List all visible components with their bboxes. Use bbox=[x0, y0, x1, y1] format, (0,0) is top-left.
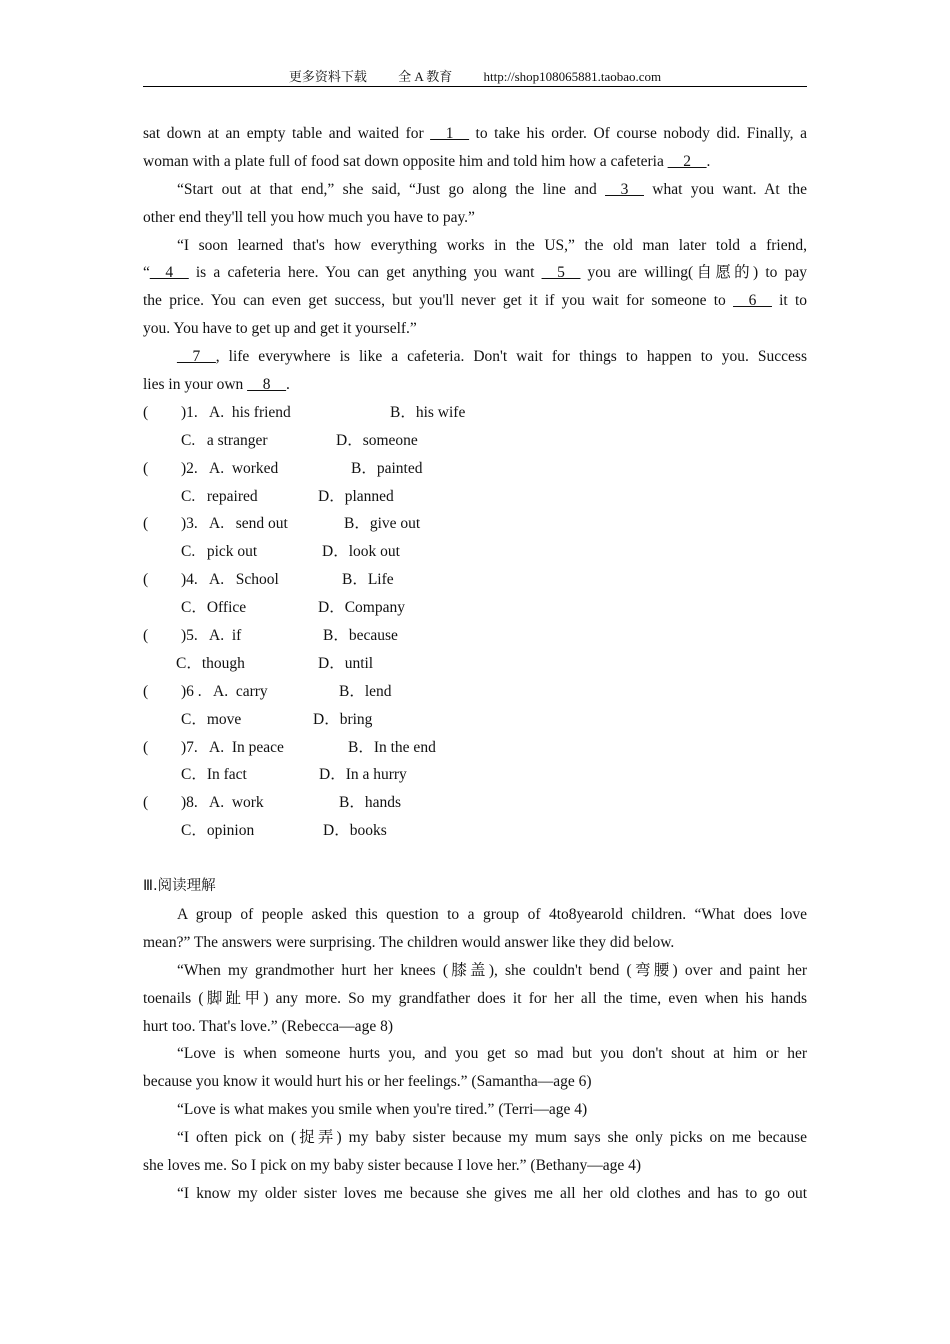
option-c: C．though bbox=[176, 654, 245, 672]
question-4-row-ab bbox=[143, 566, 807, 594]
answer-bracket[interactable]: ( bbox=[143, 627, 149, 645]
option-d: D．until bbox=[318, 654, 374, 672]
option-a: A. School bbox=[209, 571, 279, 589]
reading-line-6: “Love is when someone hurts you, and you get so mad but you don't shout at him or her bbox=[177, 1045, 807, 1063]
question-number: )7. bbox=[181, 738, 198, 756]
passage-line-4: other end they'll tell you how much you have to pay.” bbox=[143, 208, 475, 226]
option-a: A. In peace bbox=[209, 738, 284, 756]
option-b: B．hands bbox=[339, 794, 402, 812]
option-b: B．lend bbox=[339, 682, 392, 700]
passage-line-5: “I soon learned that's how everything works in the US,” the old man later told a friend, bbox=[177, 236, 807, 254]
blank-2: __2__ bbox=[667, 152, 707, 170]
blank-1: __1__ bbox=[430, 125, 469, 142]
spacer bbox=[143, 845, 807, 873]
option-d: D．look out bbox=[322, 543, 400, 561]
reading-line-5: hurt too. That's love.” (Rebecca—age 8) bbox=[143, 1017, 393, 1035]
option-d: D．books bbox=[323, 822, 387, 840]
option-d: D．In a hurry bbox=[319, 766, 407, 784]
passage-line-10: lies in your own __8__. bbox=[143, 376, 290, 394]
answer-bracket[interactable]: ( bbox=[143, 682, 149, 700]
answer-bracket[interactable]: ( bbox=[143, 403, 149, 421]
question-7-row-ab bbox=[143, 734, 807, 762]
option-d: D．Company bbox=[318, 599, 405, 617]
reading-line-4: toenails (脚趾甲) any more. So my grandfather does it for her all the time, even when his hands bbox=[143, 989, 807, 1007]
option-c: C．Office bbox=[181, 599, 247, 617]
question-number: )5. bbox=[181, 627, 198, 645]
option-b: B．his wife bbox=[390, 403, 466, 421]
blank-5: __5__ bbox=[541, 264, 581, 282]
reading-line-11: “I know my older sister loves me because she gives me all her old clothes and has to go out bbox=[177, 1184, 807, 1202]
option-c: C. pick out bbox=[181, 543, 258, 561]
question-5-row-ab bbox=[143, 622, 807, 650]
page-header bbox=[143, 66, 807, 87]
answer-bracket[interactable]: ( bbox=[143, 738, 149, 756]
reading-line-1: A group of people asked this question to a group of 4to8yearold children. “What does love bbox=[177, 905, 807, 923]
option-c: C．opinion bbox=[181, 822, 255, 840]
answer-bracket[interactable]: ( bbox=[143, 515, 149, 533]
question-4-row-cd bbox=[143, 594, 807, 622]
option-a: A. send out bbox=[209, 515, 288, 533]
option-a: A. worked bbox=[209, 459, 279, 477]
blank-7: __7__ bbox=[177, 348, 216, 366]
option-d: D．planned bbox=[318, 487, 394, 505]
option-c: C．In fact bbox=[181, 766, 247, 784]
option-a: A. if bbox=[209, 627, 242, 645]
option-a: A. work bbox=[209, 794, 264, 812]
option-c: C. repaired bbox=[181, 487, 258, 505]
reading-line-7: because you know it would hurt his or her feelings.” (Samantha—age 6) bbox=[143, 1073, 592, 1091]
question-8-row-ab bbox=[143, 789, 807, 817]
blank-3: __3__ bbox=[605, 180, 644, 198]
question-5-row-cd bbox=[143, 650, 807, 678]
reading-line-3: “When my grandmother hurt her knees (膝盖), she couldn't bend (弯腰) over and paint her bbox=[177, 961, 807, 979]
passage-line-7: the price. You can even get success, but you'll never get it if you wait for someone to __6__ it to bbox=[143, 292, 808, 310]
answer-bracket[interactable]: ( bbox=[143, 571, 149, 589]
answer-bracket[interactable]: ( bbox=[143, 794, 149, 812]
question-8-row-cd bbox=[143, 817, 807, 845]
question-6-row-cd bbox=[143, 706, 807, 734]
question-2-row-ab bbox=[143, 455, 807, 483]
question-3-row-cd bbox=[143, 538, 807, 566]
blank-4: __4__ bbox=[149, 264, 189, 282]
question-7-row-cd bbox=[143, 761, 807, 789]
option-d: D．bring bbox=[313, 710, 373, 728]
option-a: A. his friend bbox=[209, 403, 291, 421]
option-a: A. carry bbox=[213, 682, 268, 700]
question-number: )2. bbox=[181, 459, 198, 477]
reading-line-9: “I often pick on (捉弄) my baby sister because my mum says she only picks on me because bbox=[177, 1129, 807, 1147]
question-2-row-cd bbox=[143, 483, 807, 511]
question-number: )6 . bbox=[181, 682, 202, 700]
header-brand-text: 全 A 教育 bbox=[398, 69, 453, 84]
section-heading: Ⅲ.阅读理解 bbox=[143, 878, 216, 895]
option-d: D．someone bbox=[336, 431, 418, 449]
header-download-text: 更多资料下载 bbox=[288, 69, 367, 84]
passage-line-2: woman with a plate full of food sat down opposite him and told him how a cafeteria __2__. bbox=[143, 152, 711, 170]
option-b: B．give out bbox=[344, 515, 421, 533]
reading-line-2: mean?” The answers were surprising. The children would answer like they did below. bbox=[143, 933, 675, 951]
question-6-row-ab bbox=[143, 678, 807, 706]
blank-6: __6__ bbox=[733, 292, 772, 310]
passage-line-8: you. You have to get up and get it yourself.” bbox=[143, 320, 417, 338]
option-b: B．In the end bbox=[348, 738, 436, 756]
passage-line-9: __7__, life everywhere is like a cafeteria. Don't wait for things to happen to you. Success bbox=[177, 348, 807, 366]
reading-line-10: she loves me. So I pick on my baby sister because I love her.” (Bethany—age 4) bbox=[143, 1156, 642, 1174]
passage-line-6: “__4__ is a cafeteria here. You can get anything you want __5__ you are willing(自愿的) to pay bbox=[143, 264, 808, 282]
answer-bracket[interactable]: ( bbox=[143, 459, 149, 477]
option-b: B．because bbox=[323, 627, 398, 645]
option-c: C. a stranger bbox=[181, 431, 268, 449]
question-number: )1. bbox=[181, 403, 198, 421]
reading-line-8: “Love is what makes you smile when you're tired.” (Terri—age 4) bbox=[177, 1101, 588, 1119]
question-1-row-cd bbox=[143, 427, 807, 455]
question-3-row-ab bbox=[143, 510, 807, 538]
document-body bbox=[143, 120, 807, 1208]
blank-8: __8__ bbox=[247, 376, 286, 394]
option-b: B．painted bbox=[351, 459, 423, 477]
header-url-link[interactable]: http://shop108065881.taobao.com bbox=[483, 69, 662, 84]
question-number: )4. bbox=[181, 571, 198, 589]
passage-line-1: sat down at an empty table and waited for __1__ to take his order. Of course nobody did. Finally, a bbox=[143, 125, 807, 142]
option-c: C．move bbox=[181, 710, 242, 728]
passage-line-3: “Start out at that end,” she said, “Just go along the line and __3__ what you want. At the bbox=[177, 180, 807, 198]
question-number: )8. bbox=[181, 794, 198, 812]
question-1-row-ab bbox=[143, 399, 807, 427]
option-b: B．Life bbox=[342, 571, 394, 589]
question-number: )3. bbox=[181, 515, 198, 533]
